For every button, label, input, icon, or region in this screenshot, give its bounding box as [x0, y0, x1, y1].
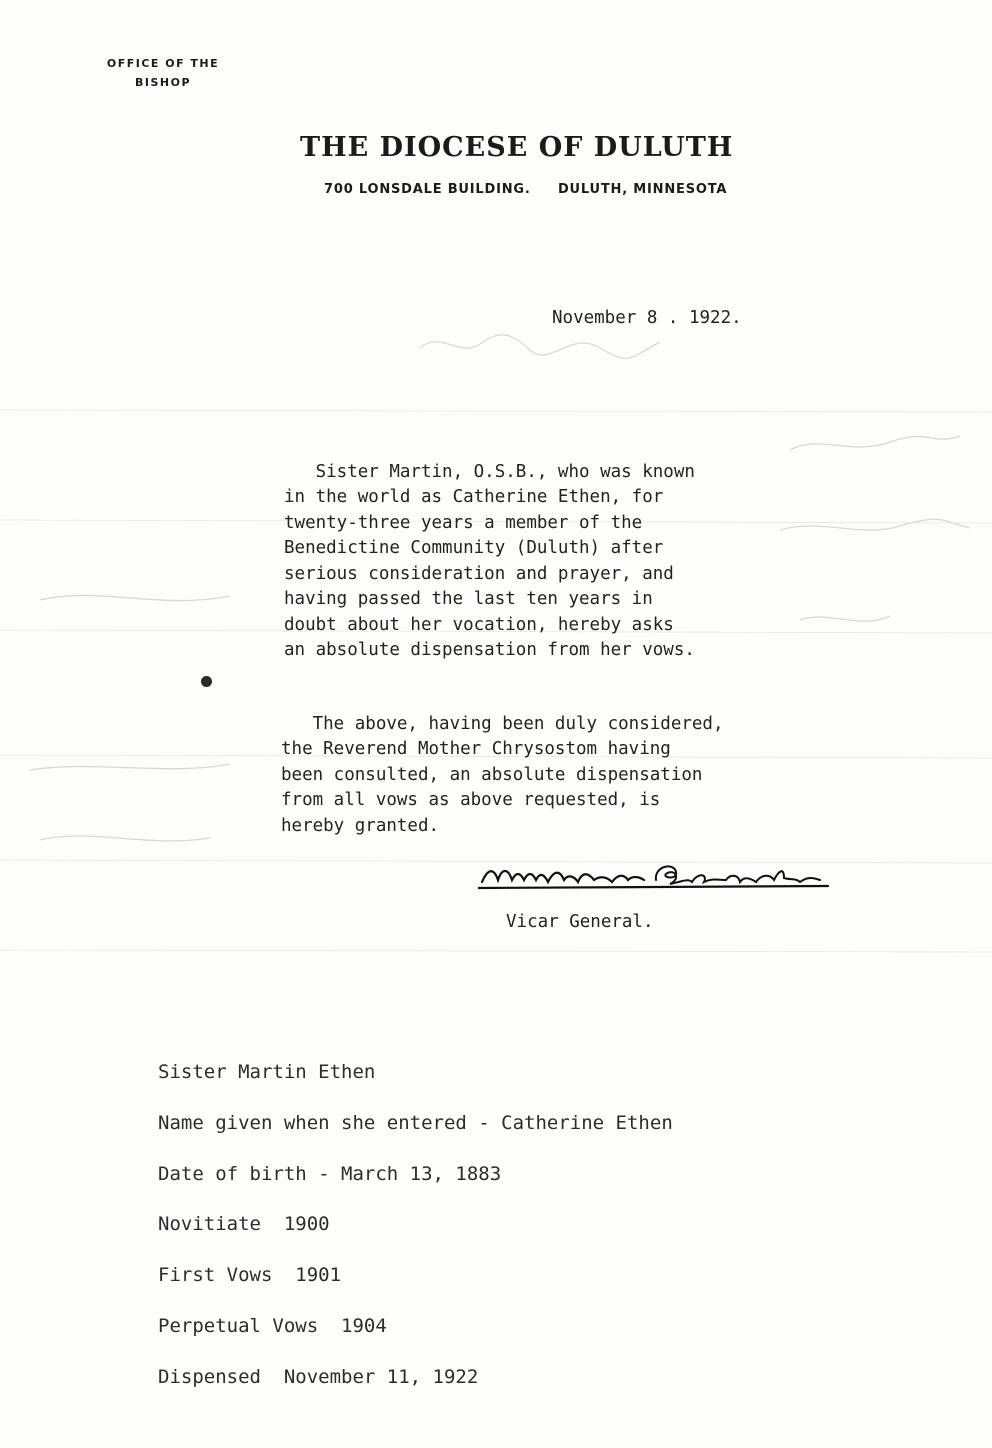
paragraph-1-line: doubt about her vocation, hereby asks — [284, 614, 674, 635]
address-city: DULUTH, MINNESOTA — [557, 182, 728, 197]
record-line-given-name: Name given when she entered - Catherine Ethen — [158, 1111, 673, 1134]
record-line-novitiate: Novitiate 1900 — [158, 1213, 330, 1236]
signer-title: Vicar General. — [506, 912, 654, 932]
record-line-first-vows: First Vows 1901 — [158, 1264, 342, 1287]
letterhead-address — [324, 182, 727, 197]
letter-paragraph-1 — [284, 434, 695, 664]
office-line-1: OFFICE OF THE — [106, 57, 220, 70]
paragraph-1-line: having passed the last ten years in — [284, 589, 653, 609]
record-notes — [158, 1058, 673, 1414]
record-line-birth: Date of birth - March 13, 1883 — [158, 1162, 502, 1185]
paragraph-2-line: the Reverend Mother Chrysostom having — [281, 739, 671, 759]
ink-blot — [201, 676, 212, 687]
paragraph-2-line: hereby granted. — [281, 815, 440, 836]
paragraph-1-line: in the world as Catherine Ethen, for — [284, 487, 664, 507]
letter-date: November 8 . 1922. — [552, 308, 742, 328]
paragraph-1-line: Sister Martin, O.S.B., who was known — [284, 461, 695, 482]
paragraph-2-line: been consulted, an absolute dispensation — [281, 764, 703, 785]
record-line-perpetual-vows: Perpetual Vows 1904 — [158, 1314, 387, 1337]
handwritten-signature — [478, 858, 838, 898]
paragraph-2-line: The above, having been duly considered, — [281, 713, 724, 734]
paragraph-1-line: twenty-three years a member of the — [284, 512, 643, 533]
office-line-2: BISHOP — [134, 76, 192, 89]
paragraph-1-line: Benedictine Community (Duluth) after — [284, 538, 664, 558]
paragraph-1-line: an absolute dispensation from her vows. — [284, 640, 695, 660]
signature — [478, 858, 838, 903]
letter-paragraph-2 — [281, 686, 724, 839]
record-line-dispensed: Dispensed November 11, 1922 — [158, 1365, 479, 1388]
letterhead-title: THE DIOCESE OF DULUTH — [300, 132, 734, 163]
paragraph-2-line: from all vows as above requested, is — [281, 790, 661, 810]
office-of-the-bishop — [98, 54, 228, 92]
address-building: 700 LONSDALE BUILDING. — [324, 182, 531, 197]
paragraph-1-line: serious consideration and prayer, and — [284, 563, 674, 584]
record-line-name: Sister Martin Ethen — [158, 1061, 376, 1083]
